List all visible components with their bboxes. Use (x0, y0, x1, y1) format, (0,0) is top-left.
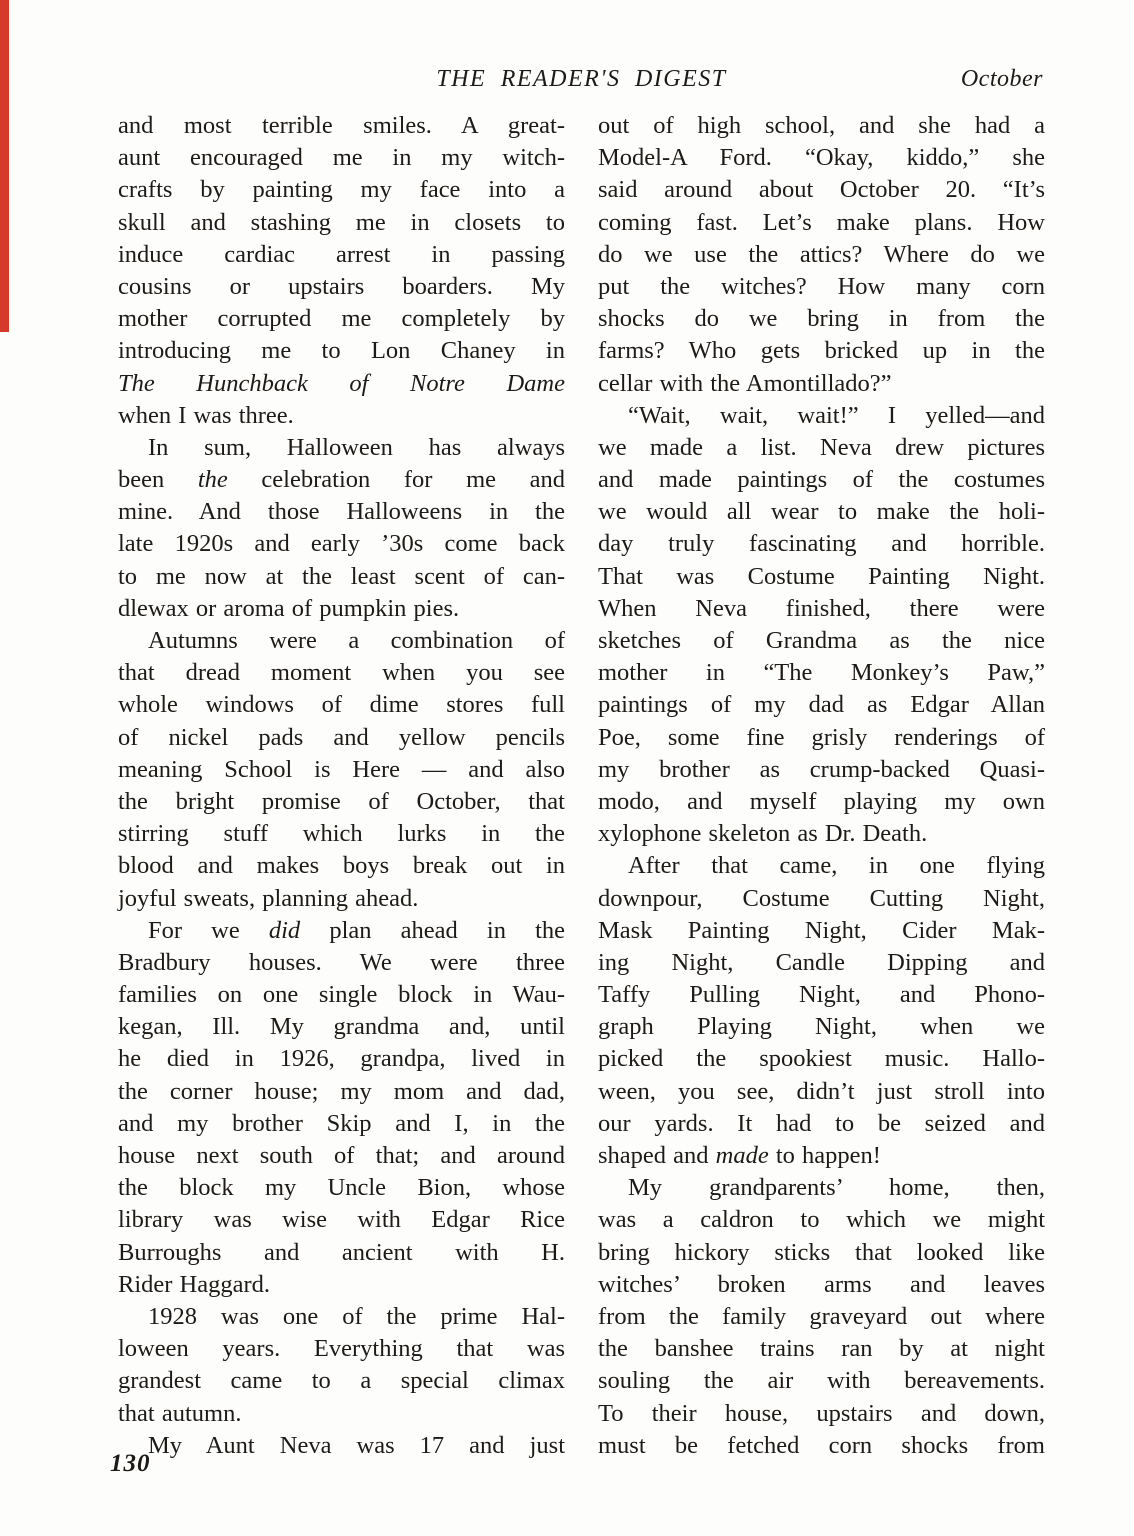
left-column (118, 110, 565, 1462)
text-line: whole windows of dime stores full (118, 691, 565, 719)
text-line: Burroughs and ancient with H. (118, 1238, 565, 1266)
text-line: my brother as crump-backed Quasi- (598, 755, 1045, 783)
text-line: library was wise with Edgar Rice (118, 1206, 565, 1234)
text-line: the banshee trains ran by at night (598, 1335, 1045, 1363)
text-line: loween years. Everything that was (118, 1335, 565, 1363)
text-line: to me now at the least scent of can- (118, 562, 565, 590)
text-line: Model-A Ford. “Okay, kiddo,” she (598, 144, 1045, 172)
text-line: joyful sweats, planning ahead. (118, 884, 419, 912)
text-line: After that came, in one flying (628, 852, 1045, 880)
text-line: grandest came to a special climax (118, 1367, 565, 1395)
text-line: late 1920s and early ’30s come back (118, 530, 565, 558)
text-line: The Hunchback of Notre Dame (118, 369, 565, 397)
text-line: When Neva finished, there were (598, 594, 1045, 622)
text-line: ing Night, Candle Dipping and (598, 948, 1045, 976)
text-line: Rider Haggard. (118, 1270, 271, 1298)
text-line: graph Playing Night, when we (598, 1013, 1045, 1041)
text-line: Taffy Pulling Night, and Phono- (598, 981, 1045, 1009)
text-line: dlewax or aroma of pumpkin pies. (118, 594, 460, 622)
text-line: Bradbury houses. We were three (118, 948, 565, 976)
text-line: aunt encouraged me in my witch- (118, 144, 565, 172)
text-line: of nickel pads and yellow pencils (118, 723, 565, 751)
text-line: we made a list. Neva drew pictures (598, 433, 1045, 461)
text-line: farms? Who gets bricked up in the (598, 337, 1045, 365)
text-line: witches’ broken arms and leaves (598, 1270, 1045, 1298)
text-line: shocks do we bring in from the (598, 305, 1045, 333)
text-line: induce cardiac arrest in passing (118, 240, 565, 268)
text-line: cellar with the Amontillado?” (598, 369, 892, 397)
text-line: Autumns were a combination of (148, 627, 565, 654)
text-line: do we use the attics? Where do we (598, 240, 1045, 268)
text-line: mine. And those Halloweens in the (118, 498, 565, 526)
text-line: been the celebration for me and (118, 466, 565, 494)
text-line: sketches of Grandma as the nice (598, 627, 1045, 654)
issue-month: October (960, 66, 1043, 92)
text-line: out of high school, and she had a (598, 112, 1045, 139)
text-line: My Aunt Neva was 17 and just (148, 1431, 565, 1459)
text-line: introducing me to Lon Chaney in (118, 337, 565, 365)
text-line: “Wait, wait, wait!” I yelled—and (628, 401, 1045, 429)
text-line: kegan, Ill. My grandma and, until (118, 1013, 565, 1041)
text-line: and my brother Skip and I, in the (118, 1109, 565, 1137)
text-line: My grandparents’ home, then, (628, 1174, 1045, 1202)
text-line: the corner house; my mom and dad, (118, 1077, 565, 1105)
scan-red-edge-mark (0, 0, 9, 332)
text-line: coming fast. Let’s make plans. How (598, 208, 1045, 236)
text-line: was a caldron to which we might (598, 1206, 1045, 1234)
text-line: For we did plan ahead in the (148, 916, 566, 944)
text-line: must be fetched corn shocks from (598, 1431, 1045, 1459)
text-line: the block my Uncle Bion, whose (118, 1174, 565, 1202)
text-line: ween, you see, didn’t just stroll into (598, 1077, 1045, 1105)
text-line: he died in 1926, grandpa, lived in (118, 1045, 565, 1073)
journal-title: THE READER'S DIGEST (436, 66, 727, 92)
text-line: said around about October 20. “It’s (598, 176, 1045, 204)
text-line: when I was three. (118, 401, 294, 429)
text-line: mother in “The Monkey’s Paw,” (598, 659, 1045, 687)
text-line: Poe, some fine grisly renderings of (598, 723, 1045, 751)
running-head (118, 66, 1045, 96)
text-line: In sum, Halloween has always (148, 433, 565, 461)
text-line: families on one single block in Wau- (118, 981, 565, 1009)
text-line: skull and stashing me in closets to (118, 208, 565, 236)
text-line: stirring stuff which lurks in the (118, 820, 565, 848)
text-line: our yards. It had to be seized and (598, 1109, 1045, 1137)
text-line: crafts by painting my face into a (118, 176, 565, 204)
page-number: 130 (110, 1450, 151, 1477)
text-line: that dread moment when you see (118, 659, 565, 687)
text-line: downpour, Costume Cutting Night, (598, 884, 1045, 912)
text-line: xylophone skeleton as Dr. Death. (598, 820, 928, 848)
text-line: and made paintings of the costumes (598, 466, 1045, 494)
text-line: picked the spookiest music. Hallo- (598, 1045, 1045, 1073)
text-line: day truly fascinating and horrible. (598, 530, 1045, 558)
text-line: 1928 was one of the prime Hal- (148, 1302, 565, 1330)
text-line: paintings of my dad as Edgar Allan (598, 691, 1045, 719)
text-line: meaning School is Here — and also (118, 755, 565, 783)
text-line: That was Costume Painting Night. (598, 562, 1045, 590)
text-line: shaped and made to happen! (598, 1142, 881, 1169)
text-line: we would all wear to make the holi- (598, 498, 1045, 526)
text-line: from the family graveyard out where (598, 1302, 1045, 1330)
right-column (598, 110, 1045, 1462)
text-line: blood and makes boys break out in (118, 852, 565, 880)
text-line: bring hickory sticks that looked like (598, 1238, 1045, 1266)
text-line: souling the air with bereavements. (598, 1367, 1045, 1395)
text-line: put the witches? How many corn (598, 272, 1045, 300)
text-line: Mask Painting Night, Cider Mak- (598, 916, 1045, 944)
text-line: mother corrupted me completely by (118, 305, 565, 333)
text-line: cousins or upstairs boarders. My (118, 272, 565, 300)
text-line: that autumn. (118, 1399, 242, 1427)
text-line: modo, and myself playing my own (598, 787, 1045, 815)
text-line: the bright promise of October, that (118, 787, 565, 815)
text-line: and most terrible smiles. A great- (118, 112, 565, 139)
text-line: house next south of that; and around (118, 1142, 565, 1169)
text-line: To their house, upstairs and down, (598, 1399, 1045, 1427)
